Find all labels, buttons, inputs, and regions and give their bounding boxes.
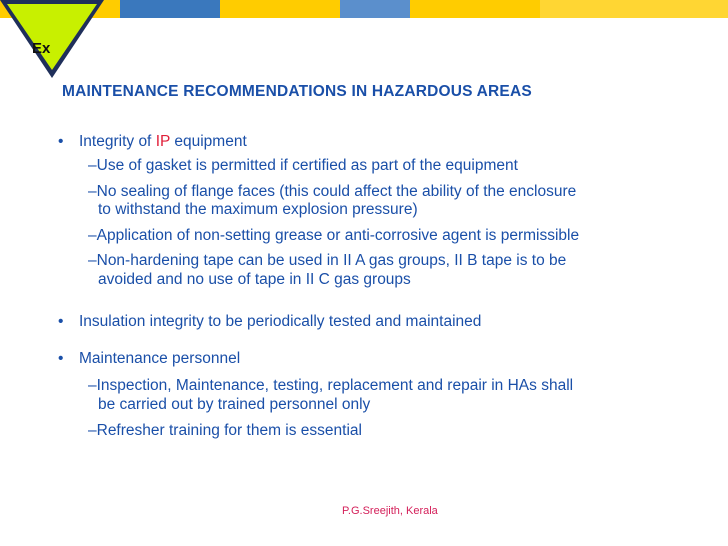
badge-label: Ex — [32, 40, 51, 57]
bullet-text-after: equipment — [170, 133, 247, 150]
bullet-text-before: Integrity of — [79, 133, 156, 150]
bullet-marker: • — [58, 350, 64, 367]
bullet-highlight: IP — [155, 133, 171, 150]
bullet-item: Insulation integrity to be periodically tested and maintained — [79, 313, 482, 330]
slide-title: MAINTENANCE RECOMMENDATIONS IN HAZARDOUS AREAS — [62, 83, 532, 100]
bullet-marker: • — [58, 313, 64, 330]
sub-item-line: –Non-hardening tape can be used in II A gas groups, II B tape is to be — [88, 252, 567, 269]
sub-item-line: –Refresher training for them is essential — [88, 422, 362, 439]
bullet-marker: • — [58, 133, 64, 150]
sub-item-line: –Inspection, Maintenance, testing, replacement and repair in HAs shall — [88, 377, 574, 394]
bullet-item — [79, 133, 247, 151]
sub-item-line: –No sealing of flange faces (this could affect the ability of the enclosure — [88, 183, 577, 200]
sub-item-line: to withstand the maximum explosion pressure) — [98, 201, 418, 218]
sub-item-line: avoided and no use of tape in II C gas groups — [98, 271, 411, 288]
sub-item-line: be carried out by trained personnel only — [98, 396, 371, 413]
sub-item-line: –Use of gasket is permitted if certified as part of the equipment — [88, 157, 518, 174]
sub-item-line: –Application of non-setting grease or anti-corrosive agent is permissible — [88, 227, 580, 244]
bullet-item: Maintenance personnel — [79, 350, 241, 367]
footer-credit: P.G.Sreejith, Kerala — [342, 505, 438, 517]
